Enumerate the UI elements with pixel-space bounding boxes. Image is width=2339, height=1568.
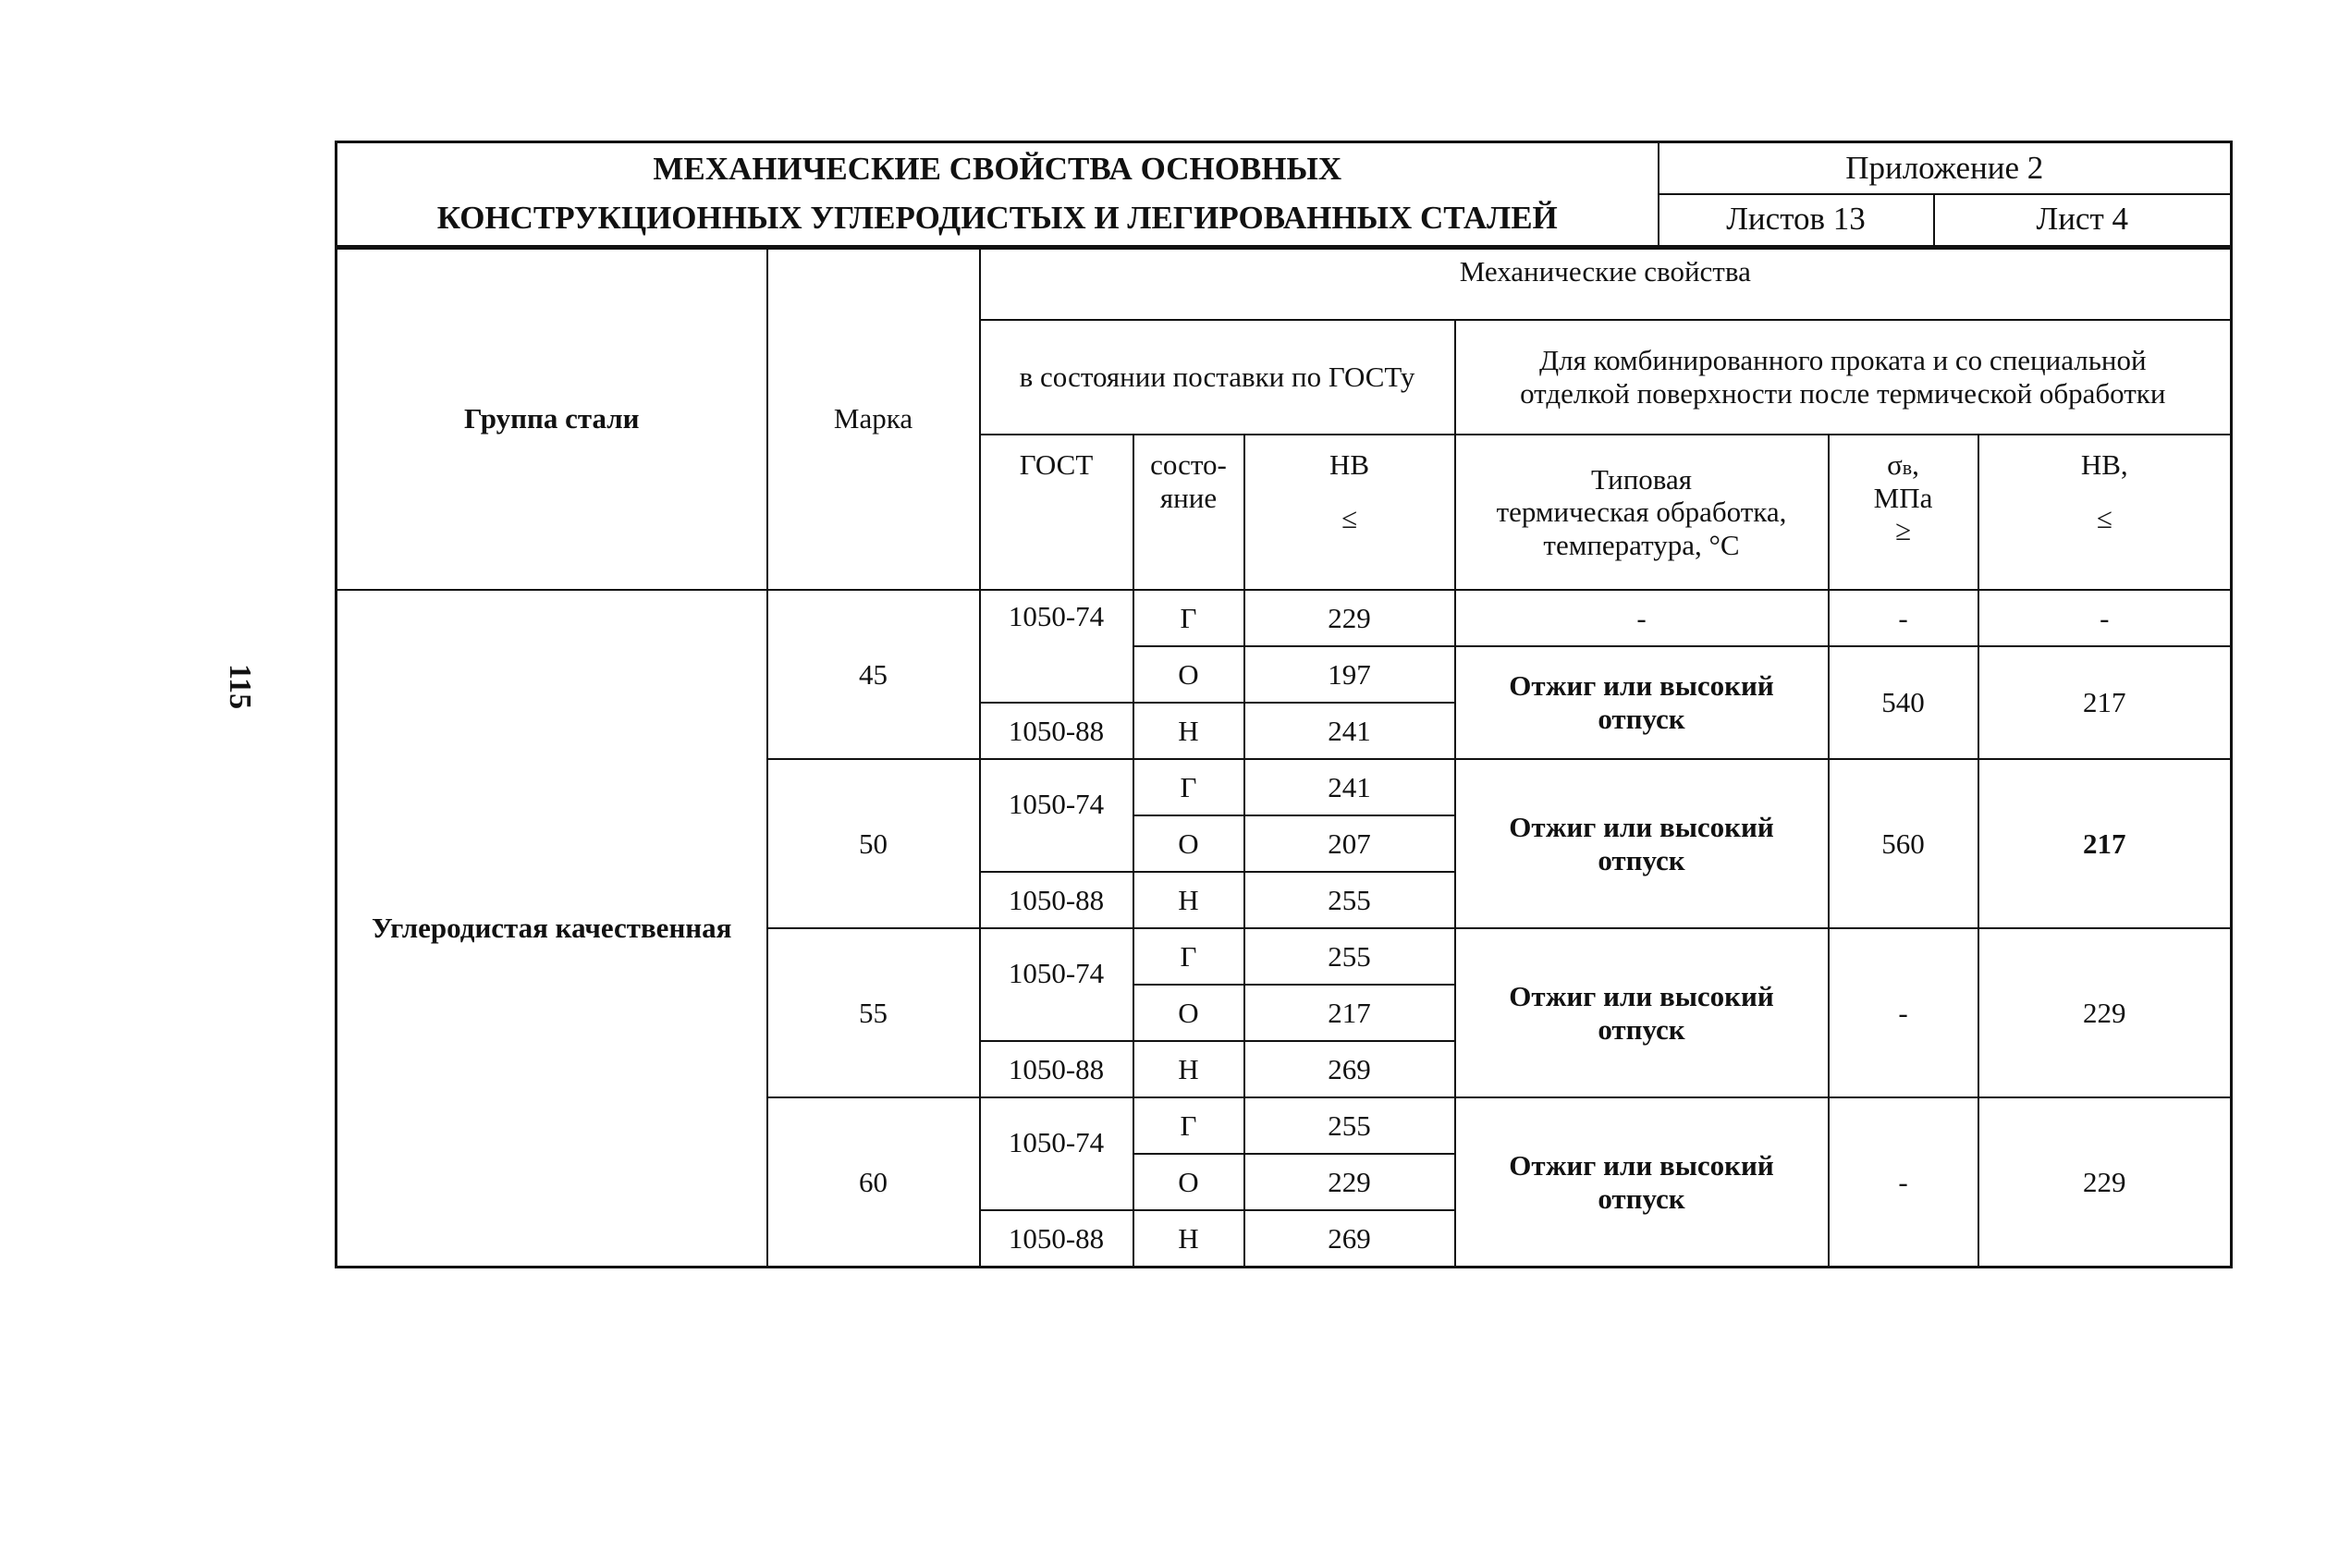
state-cell: Н	[1133, 1041, 1244, 1097]
hb-cell: 255	[1244, 872, 1455, 928]
heat-line-1: Типовая	[1590, 462, 1693, 496]
state-cell: О	[1133, 1154, 1244, 1210]
hb-cell: 217	[1244, 985, 1455, 1041]
hb-sign: ≤	[1341, 501, 1357, 534]
sigma-cell: -	[1829, 590, 1978, 646]
hb-cell: 255	[1244, 928, 1455, 985]
sigma-cell: 560	[1829, 759, 1978, 928]
gost-cell: 1050-88	[980, 872, 1133, 928]
col-header-state	[1133, 435, 1244, 590]
treatment-cell	[1455, 1097, 1829, 1268]
col-header-combined	[1455, 320, 2232, 435]
treatment-cell	[1455, 759, 1829, 928]
sigma-unit: МПа	[1873, 481, 1933, 514]
gost-cell: 1050-88	[980, 703, 1133, 759]
sigma-cell: -	[1829, 928, 1978, 1097]
state-cell: Г	[1133, 590, 1244, 646]
state-cell: Н	[1133, 872, 1244, 928]
treatment-cell: -	[1455, 590, 1829, 646]
grade-cell: 50	[767, 759, 980, 928]
sheets-total: Листов 13	[1659, 194, 1934, 246]
sigma-comma: ,	[1912, 448, 1919, 481]
col-header-delivery-state: в состоянии поставки по ГОСТу	[980, 320, 1455, 435]
page-number: 115	[223, 664, 257, 710]
hb-cell: 269	[1244, 1210, 1455, 1268]
treatment-cell	[1455, 646, 1829, 759]
treatment-line-1: Отжиг или высокий	[1509, 979, 1774, 1012]
gost-cell: 1050-74	[980, 928, 1133, 1041]
hb-after-cell: 229	[1978, 928, 2232, 1097]
combined-line-1: Для комбинированного проката и со специальной	[1538, 344, 2147, 377]
col-header-grade: Марка	[767, 248, 980, 590]
state-cell: О	[1133, 646, 1244, 703]
treatment-line-1: Отжиг или высокий	[1509, 669, 1774, 703]
state-cell: Н	[1133, 703, 1244, 759]
col-header-hb	[1244, 435, 1455, 590]
heat-line-3: температура, °С	[1543, 528, 1740, 561]
combined-line-2: отделкой поверхности после термической обработки	[1520, 377, 2166, 410]
grade-cell: 60	[767, 1097, 980, 1268]
title-line-1: МЕХАНИЧЕСКИЕ СВОЙСТВА ОСНОВНЫХ	[653, 151, 1342, 188]
state-line-2: яние	[1159, 481, 1218, 514]
hb-cell: 241	[1244, 759, 1455, 815]
hb-after-cell: 229	[1978, 1097, 2232, 1268]
hb-after-cell: 217	[1978, 646, 2232, 759]
hb-cell: 229	[1244, 590, 1455, 646]
sigma-subscript: в	[1902, 456, 1913, 479]
gost-cell: 1050-74	[980, 590, 1133, 703]
hb-cell: 197	[1244, 646, 1455, 703]
grade-cell: 45	[767, 590, 980, 759]
grade-cell: 55	[767, 928, 980, 1097]
treatment-line-2: отпуск	[1598, 703, 1685, 735]
col-header-heat-treatment	[1455, 435, 1829, 590]
state-cell: О	[1133, 815, 1244, 872]
treatment-line-2: отпуск	[1598, 843, 1685, 876]
col-header-group: Группа стали	[337, 248, 767, 590]
hb-cell: 207	[1244, 815, 1455, 872]
document-sheet	[335, 141, 2230, 1268]
hb-after-cell: -	[1978, 590, 2232, 646]
gost-cell: 1050-88	[980, 1210, 1133, 1268]
state-cell: Г	[1133, 1097, 1244, 1154]
hb-cell: 269	[1244, 1041, 1455, 1097]
treatment-line-1: Отжиг или высокий	[1509, 1148, 1774, 1182]
state-line-1: состо-	[1150, 448, 1227, 481]
treatment-line-2: отпуск	[1598, 1182, 1685, 1215]
properties-table	[335, 247, 2233, 1269]
appendix-label: Приложение 2	[1659, 142, 2232, 194]
hb2-label: НВ,	[2080, 448, 2128, 481]
hb-after-cell: 217	[1978, 759, 2232, 928]
document-title	[337, 142, 1659, 246]
steel-group-cell: Углеродистая качественная	[337, 590, 767, 1268]
gost-cell: 1050-74	[980, 759, 1133, 872]
gost-cell: 1050-88	[980, 1041, 1133, 1097]
col-header-gost: ГОСТ	[980, 435, 1133, 590]
col-header-hb2	[1978, 435, 2232, 590]
sheet-number: Лист 4	[1934, 194, 2232, 246]
state-cell: Г	[1133, 928, 1244, 985]
sigma-label	[1835, 448, 1972, 482]
col-header-sigma	[1829, 435, 1978, 590]
sigma-cell: -	[1829, 1097, 1978, 1268]
gost-cell: 1050-74	[980, 1097, 1133, 1210]
heat-line-2: термическая обработка,	[1496, 496, 1787, 529]
hb-cell: 241	[1244, 703, 1455, 759]
treatment-line-1: Отжиг или высокий	[1509, 810, 1774, 843]
hb2-sign: ≤	[2096, 501, 2112, 534]
sigma-cell: 540	[1829, 646, 1978, 759]
treatment-line-2: отпуск	[1598, 1012, 1685, 1046]
sigma-symbol: σ	[1887, 448, 1903, 481]
hb-cell: 255	[1244, 1097, 1455, 1154]
col-header-mech-props: Механические свойства	[980, 248, 2232, 320]
title-line-2: КОНСТРУКЦИОННЫХ УГЛЕРОДИСТЫХ И ЛЕГИРОВАННЫХ СТАЛЕЙ	[436, 199, 1558, 236]
state-cell: О	[1133, 985, 1244, 1041]
table-row	[337, 590, 2232, 646]
sigma-sign: ≥	[1894, 514, 1911, 547]
header-block	[335, 141, 2233, 247]
treatment-cell	[1455, 928, 1829, 1097]
hb-label: НВ	[1329, 448, 1370, 481]
hb-cell: 229	[1244, 1154, 1455, 1210]
state-cell: Г	[1133, 759, 1244, 815]
state-cell: Н	[1133, 1210, 1244, 1268]
